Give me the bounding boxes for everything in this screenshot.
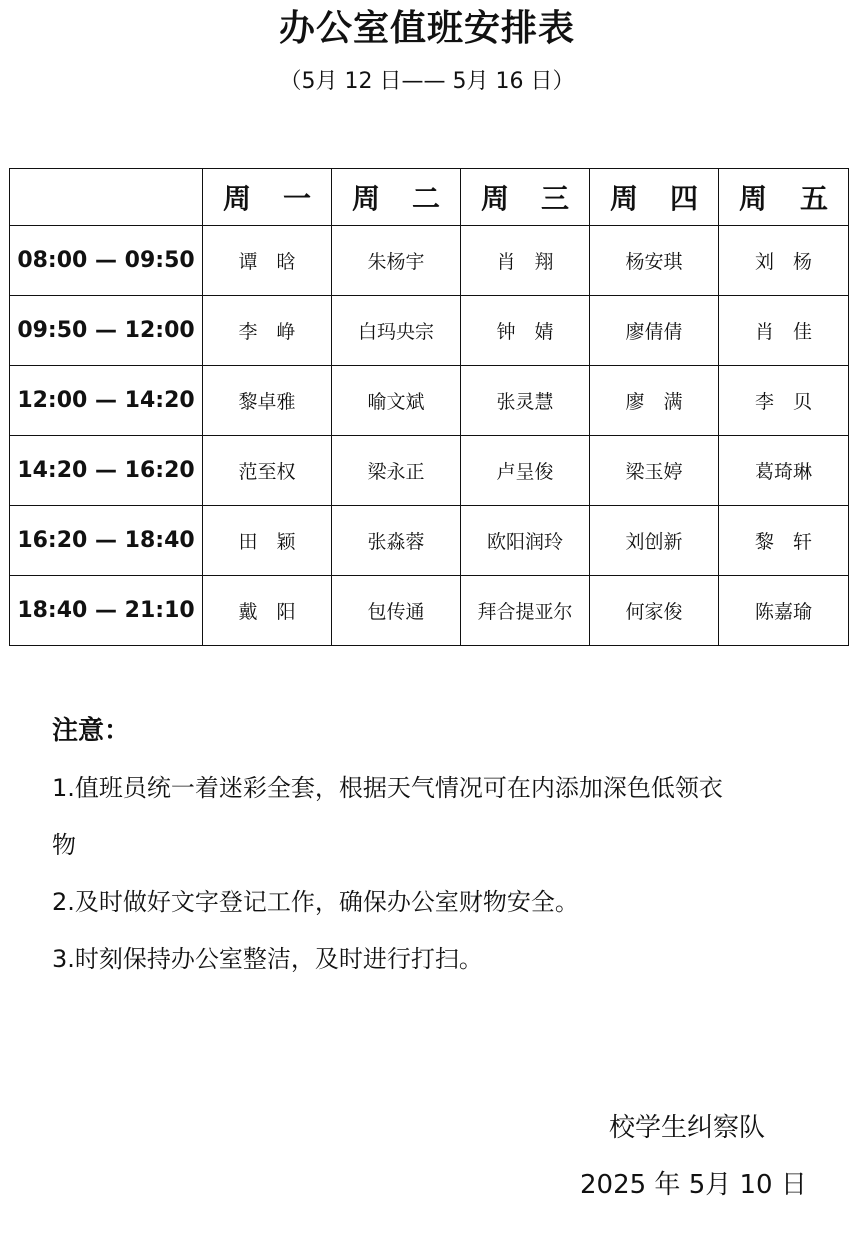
duty-person-cell: 葛琦琳 — [719, 436, 849, 506]
duty-person-cell: 喻文斌 — [332, 366, 461, 436]
duty-person-cell: 刘 杨 — [719, 226, 849, 296]
day-header-text: 周 — [223, 182, 252, 215]
duty-person-cell: 谭 晗 — [203, 226, 332, 296]
duty-person-cell: 白玛央宗 — [332, 296, 461, 366]
corner-cell — [10, 169, 203, 226]
day-header-5 — [719, 169, 849, 226]
time-slot-cell: 16:20 — 18:40 — [10, 506, 203, 576]
duty-person-cell: 何家俊 — [590, 576, 719, 646]
note-item-3: 3.时刻保持办公室整洁，及时进行打扫。 — [52, 945, 483, 973]
time-slot-cell: 12:00 — 14:20 — [10, 366, 203, 436]
time-slot-cell: 08:00 — 09:50 — [10, 226, 203, 296]
duty-person-cell: 欧阳润玲 — [461, 506, 590, 576]
duty-person-cell: 田 颖 — [203, 506, 332, 576]
day-header-text: 五 — [799, 182, 828, 215]
table-row — [10, 436, 849, 506]
time-slot-cell: 18:40 — 21:10 — [10, 576, 203, 646]
duty-person-cell: 包传通 — [332, 576, 461, 646]
day-header-text: 一 — [282, 182, 311, 215]
duty-person-cell: 肖 佳 — [719, 296, 849, 366]
day-header-text: 二 — [411, 182, 440, 215]
table-row — [10, 576, 849, 646]
duty-person-cell: 卢呈俊 — [461, 436, 590, 506]
day-header-text: 周 — [739, 182, 768, 215]
day-header-text: 周 — [610, 182, 639, 215]
day-header-3 — [461, 169, 590, 226]
duty-person-cell: 黎卓雅 — [203, 366, 332, 436]
duty-person-cell: 黎 轩 — [719, 506, 849, 576]
duty-person-cell: 杨安琪 — [590, 226, 719, 296]
signature-date: 2025 年 5月 10 日 — [580, 1170, 807, 1200]
duty-person-cell: 刘创新 — [590, 506, 719, 576]
notes-heading: 注意： — [52, 716, 131, 746]
note-item-1: 1.值班员统一着迷彩全套，根据天气情况可在内添加深色低领衣 — [52, 774, 723, 802]
duty-person-cell: 戴 阳 — [203, 576, 332, 646]
duty-person-cell: 廖 满 — [590, 366, 719, 436]
duty-person-cell: 钟 婧 — [461, 296, 590, 366]
duty-person-cell: 廖倩倩 — [590, 296, 719, 366]
duty-person-cell: 张淼蓉 — [332, 506, 461, 576]
duty-person-cell: 范至权 — [203, 436, 332, 506]
document-title: 办公室值班安排表 — [278, 8, 575, 49]
duty-person-cell: 肖 翔 — [461, 226, 590, 296]
duty-person-cell: 拜合提亚尔 — [461, 576, 590, 646]
date-range-subtitle: （5月 12 日—— 5月 16 日） — [279, 69, 575, 94]
table-row — [10, 296, 849, 366]
day-header-text: 三 — [540, 182, 569, 215]
time-slot-cell: 14:20 — 16:20 — [10, 436, 203, 506]
day-header-1 — [203, 169, 332, 226]
duty-person-cell: 朱杨宇 — [332, 226, 461, 296]
duty-person-cell: 梁玉婷 — [590, 436, 719, 506]
signature-organization: 校学生纠察队 — [609, 1113, 766, 1143]
day-header-text: 周 — [352, 182, 381, 215]
duty-person-cell: 张灵慧 — [461, 366, 590, 436]
day-header-2 — [332, 169, 461, 226]
table-row — [10, 226, 849, 296]
day-header-4 — [590, 169, 719, 226]
duty-person-cell: 陈嘉瑜 — [719, 576, 849, 646]
note-item-1-continued: 物 — [52, 831, 76, 859]
day-header-text: 周 — [481, 182, 510, 215]
duty-person-cell: 李 贝 — [719, 366, 849, 436]
table-row — [10, 506, 849, 576]
note-item-2: 2.及时做好文字登记工作，确保办公室财物安全。 — [52, 888, 579, 916]
duty-person-cell: 李 峥 — [203, 296, 332, 366]
table-header-row — [10, 169, 849, 226]
day-header-text: 四 — [669, 182, 698, 215]
table-row — [10, 366, 849, 436]
duty-schedule-table — [9, 168, 849, 646]
duty-person-cell: 梁永正 — [332, 436, 461, 506]
time-slot-cell: 09:50 — 12:00 — [10, 296, 203, 366]
